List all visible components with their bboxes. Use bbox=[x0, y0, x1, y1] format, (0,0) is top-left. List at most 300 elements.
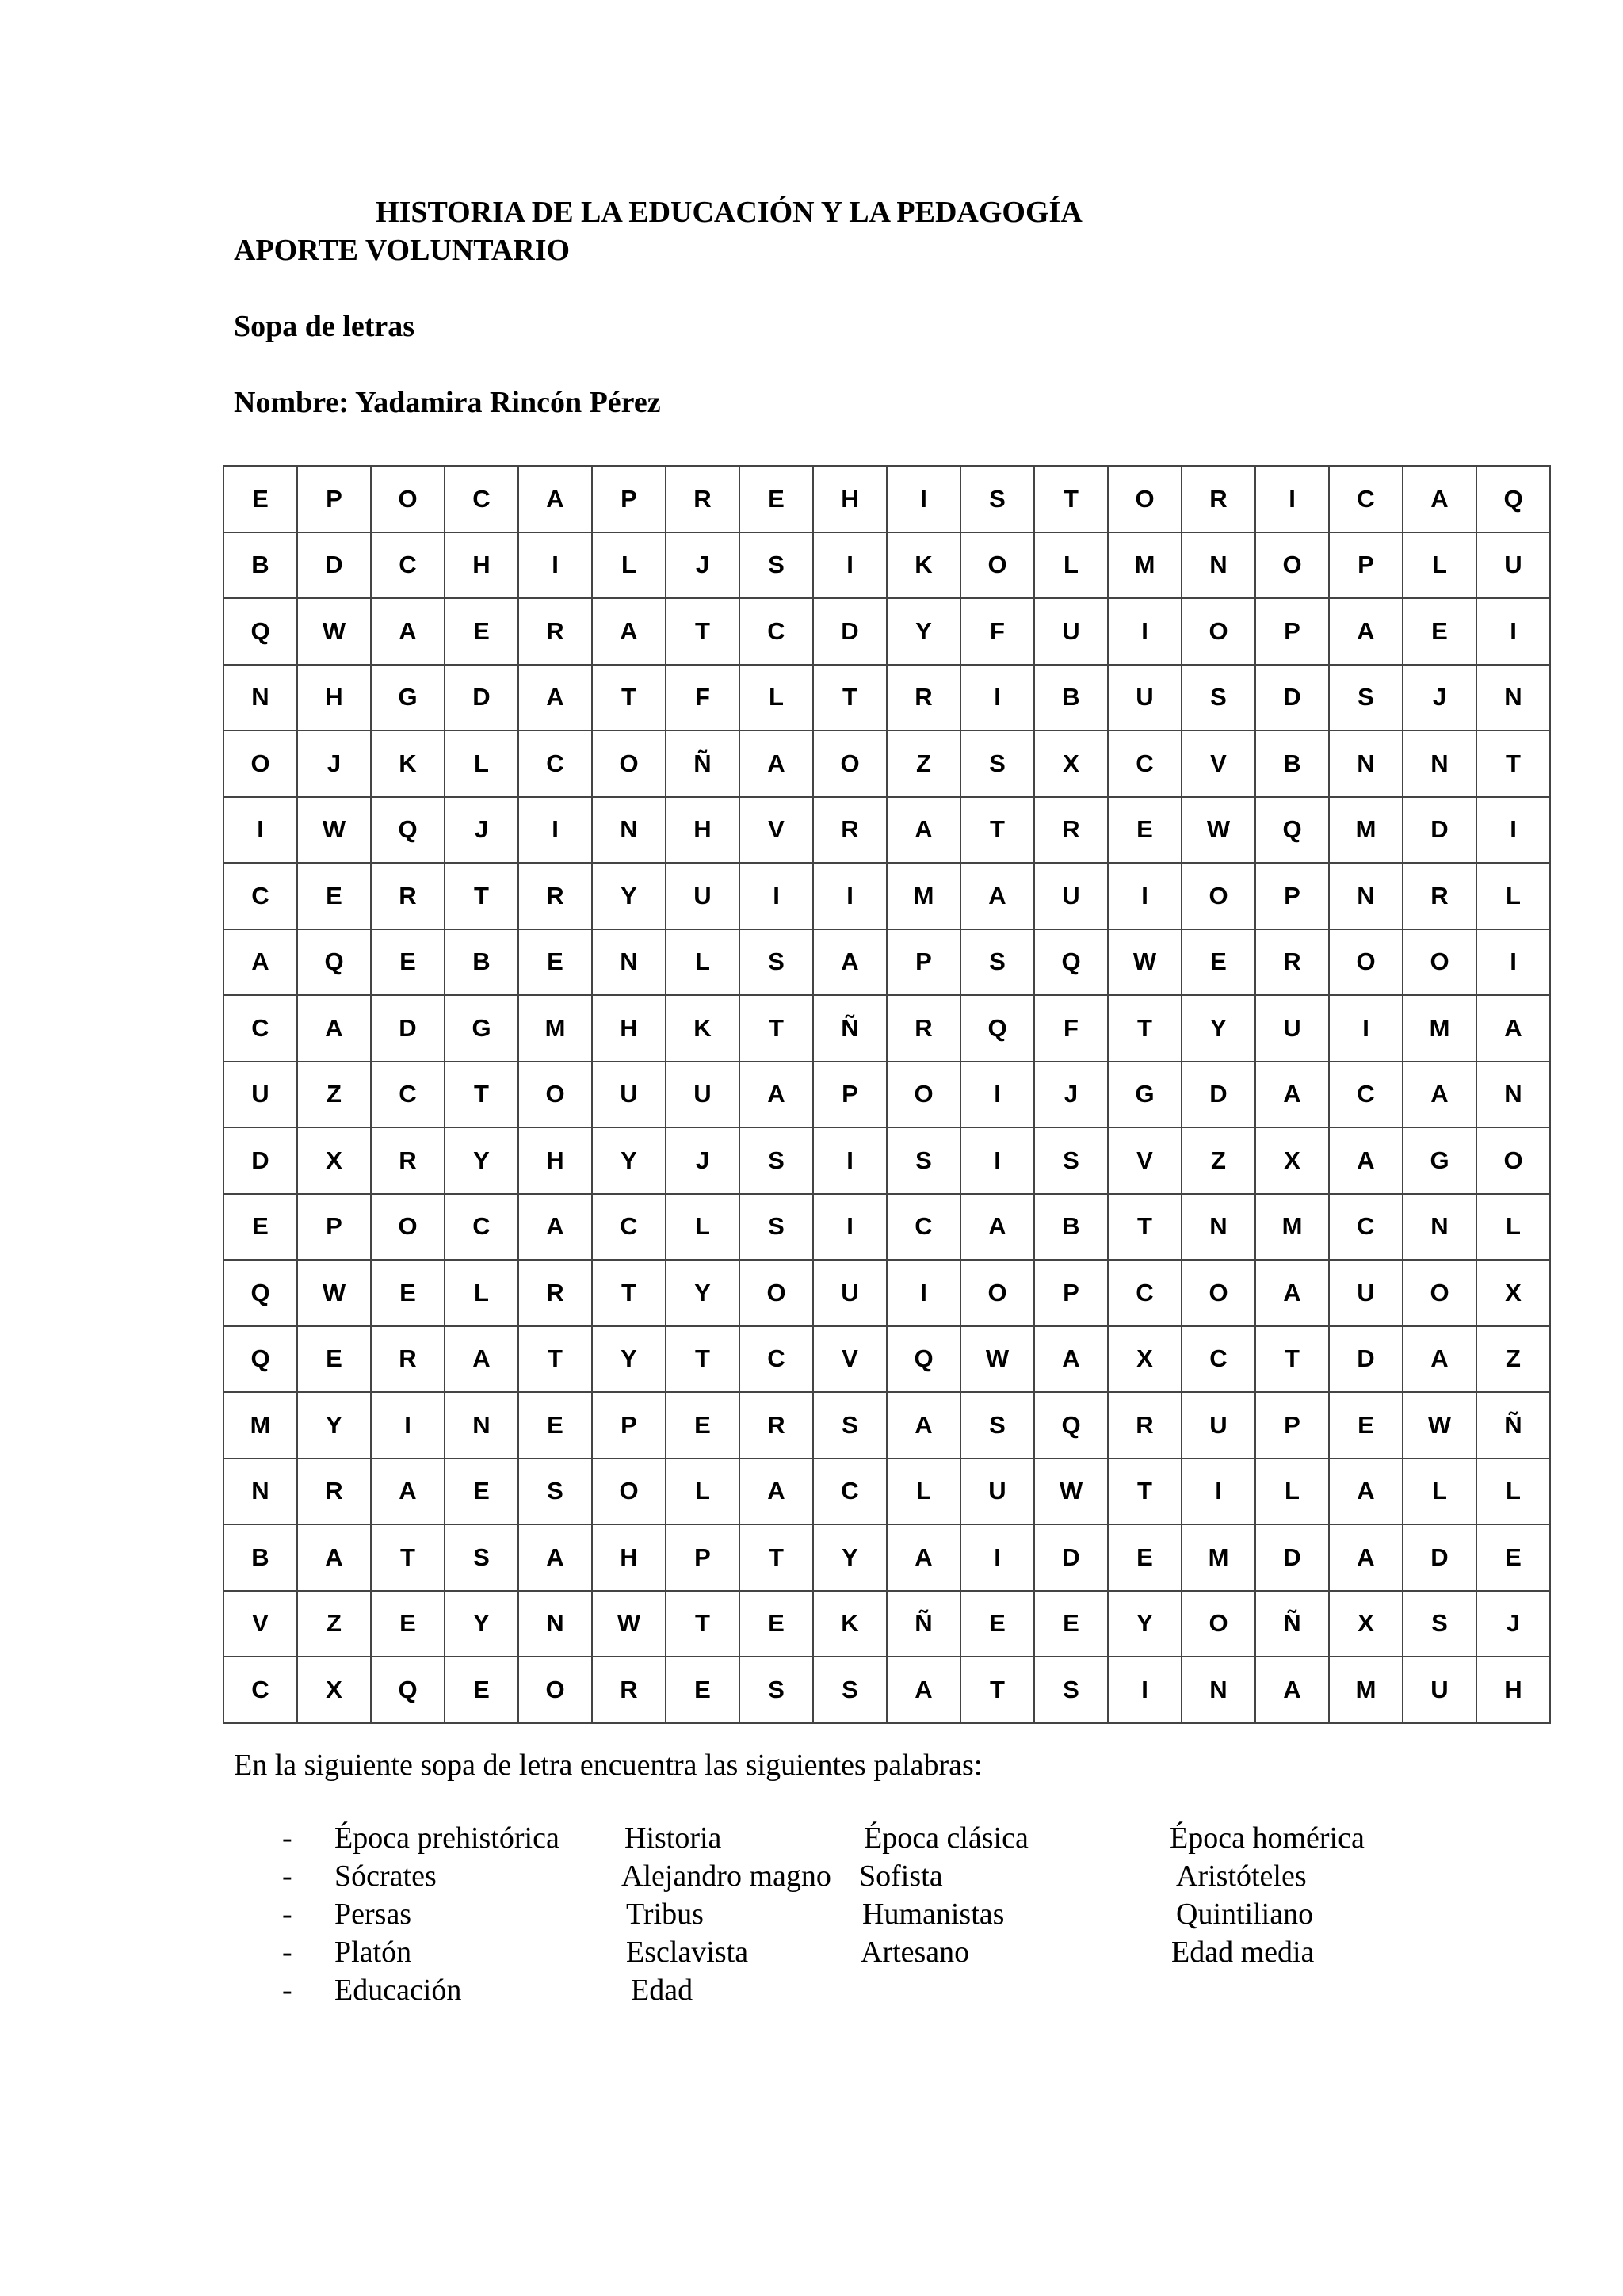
grid-cell: I bbox=[223, 797, 297, 864]
grid-cell: A bbox=[1255, 1260, 1329, 1326]
grid-cell: O bbox=[1403, 929, 1476, 996]
grid-cell: H bbox=[666, 797, 739, 864]
grid-cell: T bbox=[739, 1524, 813, 1591]
grid-cell: O bbox=[1255, 532, 1329, 599]
grid-cell: Q bbox=[223, 1326, 297, 1393]
grid-row bbox=[223, 598, 1550, 665]
word-item: Aristóteles bbox=[1176, 1859, 1307, 1893]
word-item: Esclavista bbox=[626, 1936, 749, 1969]
grid-cell: S bbox=[739, 1657, 813, 1723]
grid-cell: R bbox=[371, 863, 445, 929]
grid-cell: J bbox=[1034, 1062, 1108, 1128]
grid-cell: E bbox=[666, 1657, 739, 1723]
grid-cell: E bbox=[1403, 598, 1476, 665]
grid-cell: R bbox=[371, 1127, 445, 1194]
grid-cell: A bbox=[887, 1657, 960, 1723]
list-bullet: - bbox=[282, 1859, 292, 1893]
grid-cell: Z bbox=[297, 1062, 371, 1128]
grid-cell: P bbox=[1034, 1260, 1108, 1326]
word-item: Época clásica bbox=[864, 1821, 1029, 1855]
grid-cell: I bbox=[1108, 598, 1182, 665]
grid-cell: O bbox=[739, 1260, 813, 1326]
grid-cell: S bbox=[739, 532, 813, 599]
grid-cell: R bbox=[1182, 466, 1255, 532]
word-item: Historia bbox=[624, 1821, 722, 1855]
grid-cell: D bbox=[1255, 1524, 1329, 1591]
grid-cell: A bbox=[739, 1062, 813, 1128]
grid-cell: I bbox=[813, 1194, 887, 1261]
grid-cell: K bbox=[813, 1591, 887, 1657]
grid-row bbox=[223, 730, 1550, 797]
grid-cell: I bbox=[1476, 598, 1550, 665]
grid-cell: W bbox=[1403, 1392, 1476, 1459]
grid-cell: N bbox=[592, 797, 666, 864]
grid-cell: J bbox=[1403, 665, 1476, 731]
grid-cell: X bbox=[1476, 1260, 1550, 1326]
grid-cell: B bbox=[1034, 665, 1108, 731]
grid-cell: U bbox=[666, 863, 739, 929]
grid-cell: O bbox=[1182, 1260, 1255, 1326]
grid-cell: X bbox=[1108, 1326, 1182, 1393]
grid-cell: T bbox=[666, 598, 739, 665]
grid-row bbox=[223, 1524, 1550, 1591]
grid-cell: Ñ bbox=[813, 995, 887, 1062]
grid-cell: H bbox=[518, 1127, 592, 1194]
grid-cell: T bbox=[1108, 1194, 1182, 1261]
grid-cell: P bbox=[666, 1524, 739, 1591]
grid-cell: E bbox=[1182, 929, 1255, 996]
grid-row bbox=[223, 1127, 1550, 1194]
grid-cell: T bbox=[1108, 1459, 1182, 1525]
grid-cell: T bbox=[813, 665, 887, 731]
grid-cell: A bbox=[1403, 1326, 1476, 1393]
grid-cell: J bbox=[297, 730, 371, 797]
grid-cell: L bbox=[1476, 1459, 1550, 1525]
grid-cell: H bbox=[592, 995, 666, 1062]
grid-cell: A bbox=[1403, 466, 1476, 532]
grid-cell: N bbox=[1329, 863, 1403, 929]
grid-cell: W bbox=[960, 1326, 1034, 1393]
page-title: HISTORIA DE LA EDUCACIÓN Y LA PEDAGOGÍA bbox=[376, 196, 1083, 229]
grid-cell: R bbox=[1034, 797, 1108, 864]
grid-cell: L bbox=[739, 665, 813, 731]
grid-cell: R bbox=[297, 1459, 371, 1525]
grid-cell: O bbox=[1403, 1260, 1476, 1326]
grid-cell: L bbox=[1403, 1459, 1476, 1525]
grid-cell: S bbox=[960, 466, 1034, 532]
grid-cell: C bbox=[445, 1194, 518, 1261]
grid-cell: W bbox=[297, 598, 371, 665]
grid-cell: E bbox=[297, 863, 371, 929]
grid-cell: E bbox=[371, 1591, 445, 1657]
grid-cell: Y bbox=[592, 1326, 666, 1393]
grid-cell: G bbox=[445, 995, 518, 1062]
grid-cell: A bbox=[518, 466, 592, 532]
word-item: Edad media bbox=[1171, 1936, 1315, 1969]
grid-row bbox=[223, 1591, 1550, 1657]
grid-cell: I bbox=[1108, 863, 1182, 929]
grid-cell: A bbox=[297, 995, 371, 1062]
grid-cell: O bbox=[592, 730, 666, 797]
grid-cell: X bbox=[1329, 1591, 1403, 1657]
grid-cell: I bbox=[813, 532, 887, 599]
word-search-grid bbox=[223, 465, 1551, 1724]
grid-cell: A bbox=[887, 1392, 960, 1459]
grid-row bbox=[223, 1459, 1550, 1525]
word-item: Humanistas bbox=[862, 1897, 1005, 1931]
grid-cell: X bbox=[297, 1657, 371, 1723]
grid-cell: L bbox=[445, 730, 518, 797]
grid-cell: D bbox=[1034, 1524, 1108, 1591]
grid-cell: K bbox=[371, 730, 445, 797]
grid-cell: N bbox=[1403, 1194, 1476, 1261]
word-item: Época homérica bbox=[1170, 1821, 1365, 1855]
grid-cell: N bbox=[1476, 1062, 1550, 1128]
grid-cell: D bbox=[1403, 1524, 1476, 1591]
grid-cell: Ñ bbox=[1476, 1392, 1550, 1459]
grid-cell: E bbox=[518, 929, 592, 996]
grid-cell: E bbox=[518, 1392, 592, 1459]
grid-cell: O bbox=[1182, 1591, 1255, 1657]
grid-cell: Q bbox=[887, 1326, 960, 1393]
grid-cell: O bbox=[371, 1194, 445, 1261]
grid-cell: A bbox=[371, 598, 445, 665]
grid-cell: A bbox=[1329, 598, 1403, 665]
grid-cell: H bbox=[297, 665, 371, 731]
grid-cell: F bbox=[666, 665, 739, 731]
grid-cell: M bbox=[1255, 1194, 1329, 1261]
grid-cell: W bbox=[1108, 929, 1182, 996]
grid-cell: U bbox=[1182, 1392, 1255, 1459]
grid-cell: Q bbox=[223, 598, 297, 665]
grid-cell: Z bbox=[297, 1591, 371, 1657]
grid-cell: M bbox=[887, 863, 960, 929]
grid-cell: T bbox=[1255, 1326, 1329, 1393]
grid-cell: O bbox=[518, 1062, 592, 1128]
grid-cell: O bbox=[1108, 466, 1182, 532]
grid-cell: P bbox=[887, 929, 960, 996]
grid-cell: H bbox=[445, 532, 518, 599]
grid-cell: N bbox=[1182, 532, 1255, 599]
grid-cell: Q bbox=[960, 995, 1034, 1062]
grid-cell: L bbox=[1476, 863, 1550, 929]
grid-cell: M bbox=[1108, 532, 1182, 599]
grid-cell: P bbox=[297, 466, 371, 532]
grid-cell: E bbox=[445, 1459, 518, 1525]
grid-cell: Y bbox=[813, 1524, 887, 1591]
grid-cell: E bbox=[960, 1591, 1034, 1657]
grid-cell: U bbox=[1476, 532, 1550, 599]
grid-cell: A bbox=[887, 797, 960, 864]
grid-cell: H bbox=[592, 1524, 666, 1591]
list-bullet: - bbox=[282, 1974, 292, 2007]
grid-row bbox=[223, 1326, 1550, 1393]
grid-cell: A bbox=[592, 598, 666, 665]
grid-cell: S bbox=[739, 1127, 813, 1194]
grid-cell: O bbox=[887, 1062, 960, 1128]
grid-cell: I bbox=[887, 466, 960, 532]
grid-cell: S bbox=[1403, 1591, 1476, 1657]
grid-cell: N bbox=[223, 665, 297, 731]
grid-cell: O bbox=[1476, 1127, 1550, 1194]
grid-cell: R bbox=[518, 1260, 592, 1326]
grid-cell: J bbox=[1476, 1591, 1550, 1657]
grid-cell: R bbox=[518, 598, 592, 665]
grid-cell: T bbox=[1034, 466, 1108, 532]
grid-cell: I bbox=[887, 1260, 960, 1326]
grid-cell: C bbox=[1182, 1326, 1255, 1393]
grid-cell: M bbox=[518, 995, 592, 1062]
grid-row bbox=[223, 1194, 1550, 1261]
grid-cell: R bbox=[739, 1392, 813, 1459]
grid-cell: O bbox=[1329, 929, 1403, 996]
grid-cell: U bbox=[666, 1062, 739, 1128]
grid-cell: Y bbox=[1182, 995, 1255, 1062]
grid-row bbox=[223, 1392, 1550, 1459]
grid-cell: T bbox=[445, 1062, 518, 1128]
grid-cell: E bbox=[1476, 1524, 1550, 1591]
grid-cell: O bbox=[223, 730, 297, 797]
grid-cell: O bbox=[960, 532, 1034, 599]
grid-cell: L bbox=[1034, 532, 1108, 599]
grid-cell: C bbox=[518, 730, 592, 797]
grid-cell: Q bbox=[1255, 797, 1329, 864]
grid-cell: H bbox=[1476, 1657, 1550, 1723]
grid-cell: T bbox=[592, 665, 666, 731]
grid-cell: C bbox=[1329, 1062, 1403, 1128]
grid-cell: W bbox=[592, 1591, 666, 1657]
grid-cell: N bbox=[445, 1392, 518, 1459]
grid-cell: G bbox=[371, 665, 445, 731]
grid-cell: A bbox=[960, 863, 1034, 929]
grid-cell: D bbox=[1255, 665, 1329, 731]
grid-cell: T bbox=[666, 1326, 739, 1393]
grid-cell: C bbox=[1329, 466, 1403, 532]
grid-cell: A bbox=[445, 1326, 518, 1393]
grid-cell: A bbox=[223, 929, 297, 996]
grid-row bbox=[223, 532, 1550, 599]
grid-cell: S bbox=[813, 1392, 887, 1459]
grid-cell: C bbox=[445, 466, 518, 532]
grid-cell: T bbox=[371, 1524, 445, 1591]
grid-cell: J bbox=[666, 1127, 739, 1194]
grid-cell: M bbox=[1403, 995, 1476, 1062]
grid-cell: E bbox=[371, 1260, 445, 1326]
grid-cell: A bbox=[739, 730, 813, 797]
grid-cell: L bbox=[887, 1459, 960, 1525]
grid-cell: I bbox=[960, 1524, 1034, 1591]
grid-cell: A bbox=[1255, 1657, 1329, 1723]
grid-cell: D bbox=[223, 1127, 297, 1194]
grid-cell: A bbox=[1034, 1326, 1108, 1393]
grid-row bbox=[223, 466, 1550, 532]
word-item: Edad bbox=[631, 1974, 693, 2007]
grid-cell: U bbox=[1108, 665, 1182, 731]
grid-cell: I bbox=[1255, 466, 1329, 532]
grid-cell: E bbox=[1034, 1591, 1108, 1657]
grid-cell: I bbox=[1108, 1657, 1182, 1723]
grid-cell: T bbox=[1476, 730, 1550, 797]
grid-cell: S bbox=[960, 1392, 1034, 1459]
grid-cell: C bbox=[371, 532, 445, 599]
grid-cell: C bbox=[371, 1062, 445, 1128]
grid-cell: J bbox=[666, 532, 739, 599]
grid-cell: X bbox=[1255, 1127, 1329, 1194]
grid-cell: A bbox=[518, 1524, 592, 1591]
grid-cell: A bbox=[518, 1194, 592, 1261]
grid-cell: K bbox=[666, 995, 739, 1062]
grid-cell: Ñ bbox=[887, 1591, 960, 1657]
grid-cell: T bbox=[1108, 995, 1182, 1062]
grid-cell: S bbox=[887, 1127, 960, 1194]
grid-cell: E bbox=[445, 1657, 518, 1723]
grid-cell: W bbox=[1034, 1459, 1108, 1525]
grid-cell: V bbox=[1182, 730, 1255, 797]
grid-cell: P bbox=[592, 1392, 666, 1459]
grid-cell: B bbox=[1255, 730, 1329, 797]
grid-row bbox=[223, 797, 1550, 864]
list-bullet: - bbox=[282, 1897, 292, 1931]
grid-cell: Ñ bbox=[1255, 1591, 1329, 1657]
grid-cell: S bbox=[739, 929, 813, 996]
grid-cell: I bbox=[1476, 797, 1550, 864]
grid-cell: B bbox=[223, 1524, 297, 1591]
grid-cell: T bbox=[739, 995, 813, 1062]
grid-cell: F bbox=[1034, 995, 1108, 1062]
grid-cell: S bbox=[1329, 665, 1403, 731]
grid-cell: R bbox=[666, 466, 739, 532]
grid-cell: Q bbox=[1034, 929, 1108, 996]
grid-cell: O bbox=[1182, 598, 1255, 665]
grid-cell: R bbox=[1108, 1392, 1182, 1459]
grid-cell: Y bbox=[592, 863, 666, 929]
grid-cell: B bbox=[445, 929, 518, 996]
grid-cell: C bbox=[223, 995, 297, 1062]
word-item: Tribus bbox=[626, 1897, 704, 1931]
grid-cell: L bbox=[1476, 1194, 1550, 1261]
word-item: Artesano bbox=[861, 1936, 970, 1969]
grid-cell: A bbox=[1403, 1062, 1476, 1128]
grid-cell: A bbox=[813, 929, 887, 996]
grid-cell: C bbox=[813, 1459, 887, 1525]
grid-cell: O bbox=[960, 1260, 1034, 1326]
grid-cell: O bbox=[592, 1459, 666, 1525]
grid-cell: L bbox=[1255, 1459, 1329, 1525]
grid-cell: C bbox=[592, 1194, 666, 1261]
grid-cell: P bbox=[1255, 863, 1329, 929]
grid-cell: T bbox=[960, 1657, 1034, 1723]
grid-cell: V bbox=[1108, 1127, 1182, 1194]
grid-cell: O bbox=[518, 1657, 592, 1723]
grid-cell: N bbox=[1476, 665, 1550, 731]
grid-cell: D bbox=[297, 532, 371, 599]
grid-cell: N bbox=[518, 1591, 592, 1657]
word-item: Platón bbox=[334, 1936, 412, 1969]
grid-cell: F bbox=[960, 598, 1034, 665]
grid-cell: I bbox=[960, 1127, 1034, 1194]
grid-cell: A bbox=[297, 1524, 371, 1591]
grid-cell: I bbox=[518, 797, 592, 864]
grid-cell: I bbox=[960, 665, 1034, 731]
grid-cell: U bbox=[223, 1062, 297, 1128]
grid-cell: A bbox=[1476, 995, 1550, 1062]
grid-cell: D bbox=[813, 598, 887, 665]
grid-cell: D bbox=[1329, 1326, 1403, 1393]
grid-cell: A bbox=[739, 1459, 813, 1525]
grid-cell: N bbox=[1329, 730, 1403, 797]
word-item: Educación bbox=[334, 1974, 462, 2007]
grid-cell: N bbox=[223, 1459, 297, 1525]
grid-cell: M bbox=[1182, 1524, 1255, 1591]
grid-row bbox=[223, 863, 1550, 929]
grid-cell: Z bbox=[887, 730, 960, 797]
word-item: Persas bbox=[334, 1897, 412, 1931]
grid-cell: U bbox=[1034, 863, 1108, 929]
grid-cell: K bbox=[887, 532, 960, 599]
grid-cell: R bbox=[371, 1326, 445, 1393]
grid-cell: T bbox=[592, 1260, 666, 1326]
grid-cell: Y bbox=[1108, 1591, 1182, 1657]
grid-cell: A bbox=[518, 665, 592, 731]
grid-cell: Q bbox=[1476, 466, 1550, 532]
word-item: Sócrates bbox=[334, 1859, 437, 1893]
grid-cell: C bbox=[739, 598, 813, 665]
grid-cell: M bbox=[1329, 797, 1403, 864]
grid-cell: B bbox=[1034, 1194, 1108, 1261]
grid-cell: L bbox=[666, 1459, 739, 1525]
grid-cell: R bbox=[592, 1657, 666, 1723]
grid-cell: L bbox=[445, 1260, 518, 1326]
grid-cell: A bbox=[887, 1524, 960, 1591]
grid-cell: C bbox=[223, 1657, 297, 1723]
grid-cell: P bbox=[1255, 1392, 1329, 1459]
grid-cell: E bbox=[739, 466, 813, 532]
grid-cell: C bbox=[1108, 730, 1182, 797]
grid-cell: N bbox=[1182, 1194, 1255, 1261]
grid-cell: S bbox=[1034, 1127, 1108, 1194]
grid-cell: U bbox=[1255, 995, 1329, 1062]
grid-cell: L bbox=[666, 1194, 739, 1261]
grid-cell: P bbox=[813, 1062, 887, 1128]
grid-cell: Y bbox=[445, 1127, 518, 1194]
grid-cell: Y bbox=[297, 1392, 371, 1459]
grid-cell: A bbox=[1329, 1127, 1403, 1194]
grid-cell: A bbox=[1329, 1459, 1403, 1525]
word-item: Alejandro magno bbox=[621, 1859, 831, 1893]
grid-cell: R bbox=[1403, 863, 1476, 929]
grid-cell: P bbox=[297, 1194, 371, 1261]
grid-cell: T bbox=[445, 863, 518, 929]
grid-cell: Q bbox=[297, 929, 371, 996]
grid-cell: D bbox=[445, 665, 518, 731]
grid-cell: P bbox=[1255, 598, 1329, 665]
grid-cell: S bbox=[445, 1524, 518, 1591]
grid-cell: E bbox=[223, 466, 297, 532]
list-bullet: - bbox=[282, 1936, 292, 1969]
grid-cell: A bbox=[960, 1194, 1034, 1261]
grid-cell: A bbox=[1255, 1062, 1329, 1128]
grid-cell: Q bbox=[371, 797, 445, 864]
grid-cell: I bbox=[1476, 929, 1550, 996]
grid-cell: S bbox=[518, 1459, 592, 1525]
grid-cell: M bbox=[1329, 1657, 1403, 1723]
grid-cell: U bbox=[960, 1459, 1034, 1525]
grid-cell: S bbox=[1182, 665, 1255, 731]
grid-cell: C bbox=[739, 1326, 813, 1393]
grid-cell: P bbox=[1329, 532, 1403, 599]
grid-cell: D bbox=[371, 995, 445, 1062]
grid-row bbox=[223, 1657, 1550, 1723]
